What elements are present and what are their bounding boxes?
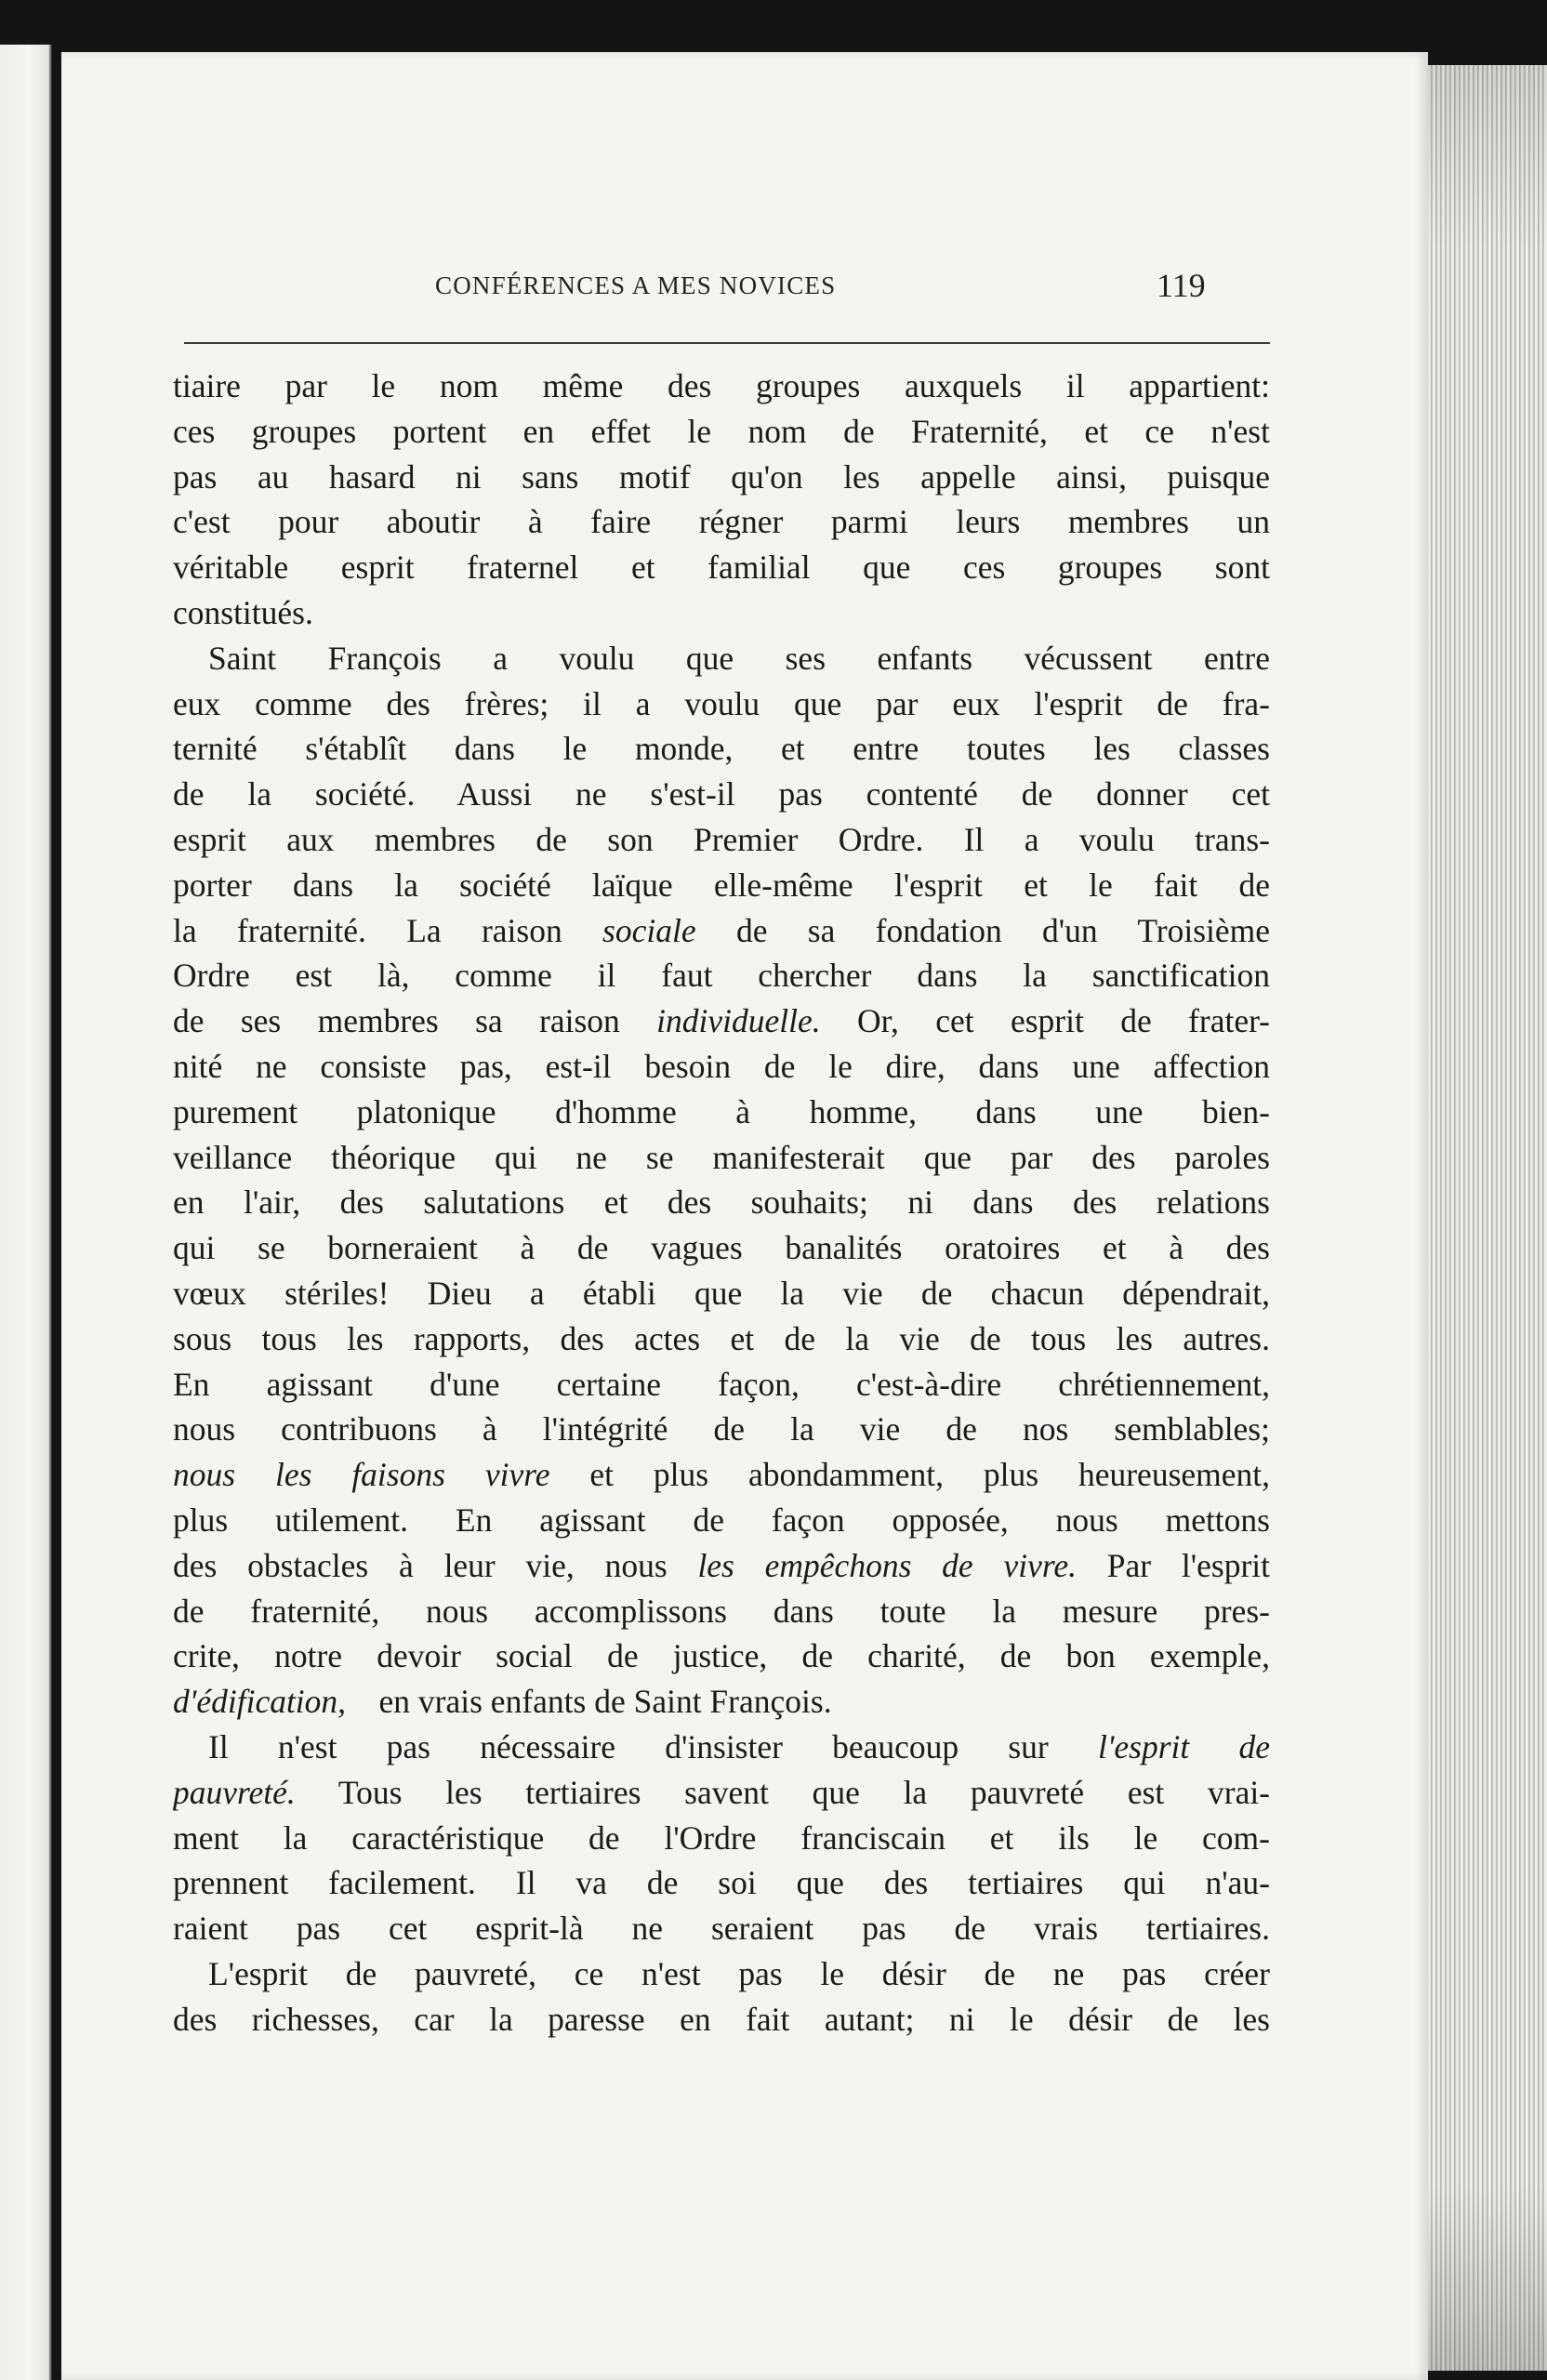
text-line: [173, 1679, 1270, 1725]
text-segment: et plus abondamment, plus heureusement,: [589, 1456, 1270, 1494]
text-line: tiaire par le nom même des groupes auxquels il appartient:: [173, 367, 1270, 404]
text-segment: la fraternité. La raison: [173, 911, 562, 949]
text-line: pas au hasard ni sans motif qu'on les appelle ainsi, puisque: [173, 457, 1270, 496]
text-line: [173, 1770, 1270, 1816]
text-segment: Par l'esprit: [1106, 1546, 1270, 1584]
running-head: [61, 267, 1428, 309]
text-line: ment la caractéristique de l'Ordre franciscain et ils le com-: [173, 1818, 1270, 1857]
text-line: purement platonique d'homme à homme, dans une bien-: [173, 1092, 1270, 1130]
page-number: 119: [1157, 267, 1206, 304]
text-line: de la société. Aussi ne s'est-il pas contenté de donner cet: [173, 775, 1270, 813]
text-line: prennent facilement. Il va de soi que des tertiaires qui n'au-: [173, 1864, 1270, 1902]
text-line: nité ne consiste pas, est-il besoin de le dire, dans une affection: [173, 1047, 1270, 1085]
text-line: ces groupes portent en effet le nom de Fraternité, et ce n'est: [173, 412, 1270, 450]
text-line: [173, 1543, 1270, 1589]
text-line: porter dans la société laïque elle-même l'esprit et le fait de: [173, 866, 1270, 904]
text-line: ternité s'établît dans le monde, et entre toutes les classes: [173, 730, 1270, 768]
text-line: [173, 998, 1270, 1044]
text-line: veillance théorique qui ne se manifesterait que par des paroles: [173, 1138, 1270, 1176]
running-title: CONFÉRENCES A MES NOVICES: [435, 271, 837, 299]
previous-page-edge: [0, 45, 52, 2380]
text-line: Ordre est là, comme il faut chercher dans la sanctification: [173, 957, 1270, 995]
text-segment: de sa fondation d'un Troisième: [735, 911, 1270, 949]
text-segment: Il n'est pas nécessaire d'insister beaucoup sur: [208, 1727, 1049, 1765]
text-line: Saint François a voulu que ses enfants vécussent entre: [208, 639, 1270, 677]
text-segment: en vrais enfants de Saint François.: [378, 1683, 832, 1721]
italic-phrase: les empêchons de vivre.: [697, 1546, 1077, 1584]
italic-phrase: nous les faisons vivre: [173, 1456, 550, 1494]
text-segment: des obstacles à leur vie, nous: [173, 1546, 668, 1584]
text-line: [173, 1452, 1270, 1498]
italic-phrase: l'esprit de: [1097, 1727, 1270, 1765]
text-segment: Tous les tertiaires savent que la pauvreté est vrai-: [337, 1773, 1270, 1811]
text-segment: Or, cet esprit de frater-: [856, 1002, 1270, 1040]
book-page-edges: [1428, 65, 1547, 2371]
text-line: En agissant d'une certaine façon, c'est-à-dire chrétiennement,: [173, 1365, 1270, 1403]
text-segment: de ses membres sa raison: [173, 1002, 620, 1040]
text-line: [173, 1725, 1270, 1770]
text-line: vœux stériles! Dieu a établi que la vie de chacun dépendrait,: [173, 1274, 1270, 1312]
text-line: sous tous les rapports, des actes et de la vie de tous les autres.: [173, 1319, 1270, 1357]
text-line: de fraternité, nous accomplissons dans toute la mesure pres-: [173, 1592, 1270, 1630]
text-line: constitués.: [173, 593, 313, 631]
header-rule: [184, 342, 1270, 344]
text-line: crite, notre devoir social de justice, de charité, de bon exemple,: [173, 1637, 1270, 1675]
italic-word: pauvreté.: [173, 1773, 296, 1811]
text-line: L'esprit de pauvreté, ce n'est pas le désir de ne pas créer: [208, 1954, 1270, 1992]
text-line: raient pas cet esprit-là ne seraient pas de vrais tertiaires.: [173, 1910, 1270, 1948]
italic-word: sociale: [602, 911, 696, 949]
italic-word: individuelle.: [656, 1002, 821, 1040]
book-page: [61, 52, 1428, 2380]
text-line: plus utilement. En agissant de façon opposée, nous mettons: [173, 1501, 1270, 1539]
text-line: nous contribuons à l'intégrité de la vie de nos semblables;: [173, 1410, 1270, 1448]
body-text: [173, 364, 1270, 2042]
text-line: des richesses, car la paresse en fait autant; ni le désir de les: [173, 2000, 1270, 2038]
text-line: qui se borneraient à de vagues banalités oratoires et à des: [173, 1229, 1270, 1267]
text-line: esprit aux membres de son Premier Ordre. Il a voulu trans-: [173, 820, 1270, 858]
text-line: en l'air, des salutations et des souhaits; ni dans des relations: [173, 1183, 1270, 1222]
text-line: véritable esprit fraternel et familial que ces groupes sont: [173, 549, 1270, 587]
text-line: [173, 908, 1270, 954]
italic-word: d'édification,: [173, 1683, 347, 1721]
text-line: c'est pour aboutir à faire régner parmi leurs membres un: [173, 503, 1270, 541]
text-line: eux comme des frères; il a voulu que par eux l'esprit de fra-: [173, 684, 1270, 722]
